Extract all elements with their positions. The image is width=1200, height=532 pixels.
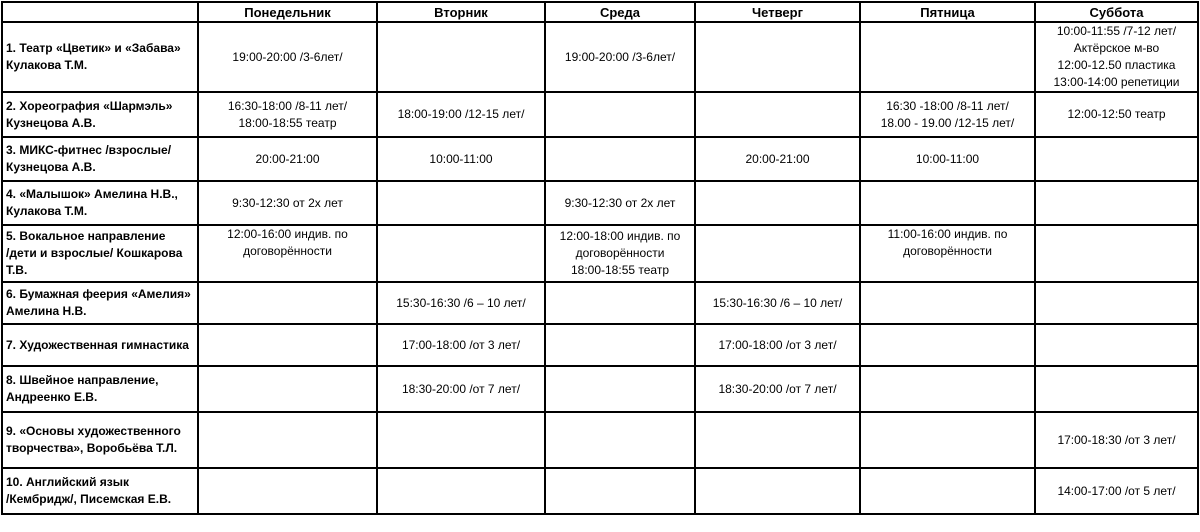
table-row (2, 22, 1198, 92)
schedule-cell (860, 22, 1035, 92)
schedule-cell: 16:30-18:00 /8-11 лет/ 18:00-18:55 театр (198, 92, 377, 137)
header-day-saturday: Суббота (1035, 2, 1198, 22)
schedule-cell (198, 468, 377, 514)
schedule-cell: 19:00-20:00 /3-6лет/ (198, 22, 377, 92)
schedule-cell (198, 282, 377, 324)
activity-name: 8. Швейное направление, Андреенко Е.В. (2, 366, 198, 412)
schedule-cell (695, 92, 860, 137)
schedule-cell (695, 181, 860, 225)
schedule-cell (545, 366, 695, 412)
schedule-cell: 18:30-20:00 /от 7 лет/ (377, 366, 545, 412)
activity-name: 9. «Основы художественного творчества», Воробьёва Т.Л. (2, 412, 198, 468)
header-row (2, 2, 1198, 22)
schedule-cell (545, 324, 695, 366)
schedule-cell (377, 468, 545, 514)
activity-name: 2. Хореография «Шармэль» Кузнецова А.В. (2, 92, 198, 137)
schedule-cell: 17:00-18:00 /от 3 лет/ (695, 324, 860, 366)
table-row (2, 137, 1198, 181)
schedule-cell (1035, 366, 1198, 412)
schedule-cell (1035, 324, 1198, 366)
table-row (2, 181, 1198, 225)
activity-name: 5. Вокальное направление /дети и взрослые/ Кошкарова Т.В. (2, 225, 198, 282)
schedule-cell: 12:00-12:50 театр (1035, 92, 1198, 137)
schedule-cell: 16:30 -18:00 /8-11 лет/ 18.00 - 19.00 /12-15 лет/ (860, 92, 1035, 137)
schedule-cell: 15:30-16:30 /6 – 10 лет/ (695, 282, 860, 324)
schedule-cell (860, 412, 1035, 468)
table-row (2, 366, 1198, 412)
table-row (2, 225, 1198, 282)
schedule-cell (1035, 225, 1198, 282)
schedule-cell (860, 181, 1035, 225)
header-day-thursday: Четверг (695, 2, 860, 22)
schedule-cell: 9:30-12:30 от 2х лет (198, 181, 377, 225)
activity-name: 4. «Малышок» Амелина Н.В., Кулакова Т.М. (2, 181, 198, 225)
table-row (2, 324, 1198, 366)
schedule-cell: 15:30-16:30 /6 – 10 лет/ (377, 282, 545, 324)
schedule-cell (1035, 137, 1198, 181)
schedule-cell (860, 282, 1035, 324)
schedule-cell (695, 412, 860, 468)
schedule-cell: 18:30-20:00 /от 7 лет/ (695, 366, 860, 412)
schedule-cell (198, 366, 377, 412)
schedule-cell: 11:00-16:00 индив. по договорённости (860, 225, 1035, 282)
schedule-cell: 10:00-11:00 (860, 137, 1035, 181)
header-corner (2, 2, 198, 22)
schedule-cell: 12:00-18:00 индив. по договорённости 18:00-18:55 театр (545, 225, 695, 282)
schedule-cell (860, 468, 1035, 514)
schedule-cell (860, 324, 1035, 366)
schedule-cell (198, 324, 377, 366)
schedule-cell: 10:00-11:55 /7-12 лет/ Актёрское м-во 12:00-12.50 пластика 13:00-14:00 репетиции (1035, 22, 1198, 92)
table-row (2, 412, 1198, 468)
schedule-cell (545, 412, 695, 468)
schedule-cell: 9:30-12:30 от 2х лет (545, 181, 695, 225)
schedule-cell: 12:00-16:00 индив. по договорённости (198, 225, 377, 282)
schedule-cell (377, 181, 545, 225)
schedule-cell: 18:00-19:00 /12-15 лет/ (377, 92, 545, 137)
activity-name: 10. Английский язык /Кембридж/, Писемская Е.В. (2, 468, 198, 514)
table-row (2, 468, 1198, 514)
table-row (2, 92, 1198, 137)
table-row (2, 282, 1198, 324)
schedule-cell (695, 225, 860, 282)
schedule-cell (1035, 181, 1198, 225)
schedule-cell (377, 412, 545, 468)
schedule-cell: 17:00-18:00 /от 3 лет/ (377, 324, 545, 366)
schedule-cell (695, 22, 860, 92)
schedule-cell (545, 468, 695, 514)
schedule-cell (1035, 282, 1198, 324)
schedule-cell (377, 225, 545, 282)
schedule-cell: 19:00-20:00 /3-6лет/ (545, 22, 695, 92)
header-day-friday: Пятница (860, 2, 1035, 22)
schedule-cell (545, 282, 695, 324)
schedule-cell (545, 92, 695, 137)
header-day-monday: Понедельник (198, 2, 377, 22)
schedule-cell (545, 137, 695, 181)
header-day-wednesday: Среда (545, 2, 695, 22)
activity-name: 1. Театр «Цветик» и «Забава» Кулакова Т.М. (2, 22, 198, 92)
schedule-cell: 20:00-21:00 (198, 137, 377, 181)
activity-name: 3. МИКС-фитнес /взрослые/ Кузнецова А.В. (2, 137, 198, 181)
schedule-table (1, 1, 1199, 515)
schedule-cell (377, 22, 545, 92)
schedule-cell: 20:00-21:00 (695, 137, 860, 181)
schedule-cell (198, 412, 377, 468)
header-day-tuesday: Вторник (377, 2, 545, 22)
activity-name: 6. Бумажная феерия «Амелия» Амелина Н.В. (2, 282, 198, 324)
schedule-cell (860, 366, 1035, 412)
schedule-cell: 10:00-11:00 (377, 137, 545, 181)
activity-name: 7. Художественная гимнастика (2, 324, 198, 366)
schedule-cell: 14:00-17:00 /от 5 лет/ (1035, 468, 1198, 514)
schedule-cell: 17:00-18:30 /от 3 лет/ (1035, 412, 1198, 468)
schedule-cell (695, 468, 860, 514)
